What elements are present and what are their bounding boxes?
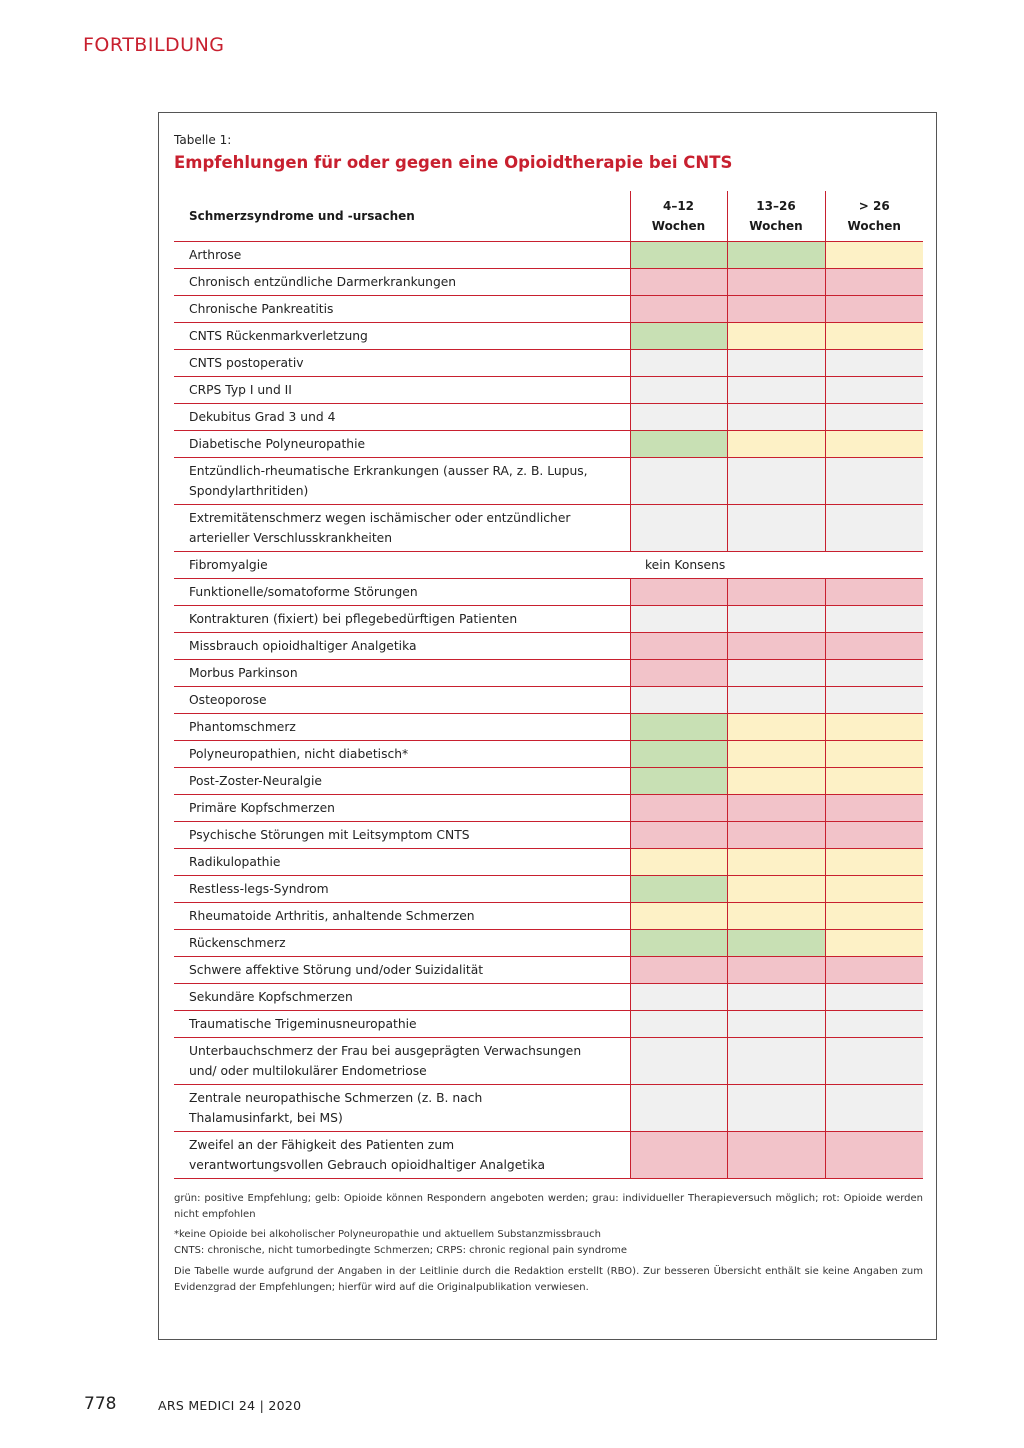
- column-header-line: > 26: [858, 199, 890, 213]
- row-label: Rheumatoide Arthritis, anhaltende Schmerzen: [174, 903, 630, 930]
- recommendation-cell-yellow: [727, 323, 825, 350]
- recommendation-cell-yellow: [825, 431, 923, 458]
- table-row: [174, 984, 923, 1011]
- column-header-over-26: [825, 191, 923, 242]
- recommendation-cell-red: [825, 822, 923, 849]
- recommendation-cell-grey: [630, 404, 727, 431]
- recommendation-cell-grey: [727, 350, 825, 377]
- recommendation-cell-grey: [630, 505, 727, 552]
- recommendation-cell-grey: [825, 505, 923, 552]
- recommendation-cell-red: [630, 957, 727, 984]
- recommendation-cell-yellow: [727, 768, 825, 795]
- recommendation-cell-yellow: [630, 903, 727, 930]
- recommendation-cell-red: [825, 269, 923, 296]
- row-label: Post-Zoster-Neuralgie: [174, 768, 630, 795]
- row-label: Traumatische Trigeminusneuropathie: [174, 1011, 630, 1038]
- row-label: Osteoporose: [174, 687, 630, 714]
- column-header-4-12: [630, 191, 727, 242]
- recommendation-cell-yellow: [727, 741, 825, 768]
- row-label: Sekundäre Kopfschmerzen: [174, 984, 630, 1011]
- recommendation-cell-green: [630, 876, 727, 903]
- recommendation-cell-grey: [630, 458, 727, 505]
- recommendation-cell-yellow: [825, 849, 923, 876]
- table-row: [174, 903, 923, 930]
- recommendation-cell-green: [630, 741, 727, 768]
- recommendation-cell-red: [727, 269, 825, 296]
- column-header-13-26: [727, 191, 825, 242]
- recommendation-cell-grey: [825, 458, 923, 505]
- row-label: Morbus Parkinson: [174, 660, 630, 687]
- recommendation-cell-red: [727, 633, 825, 660]
- row-label: Dekubitus Grad 3 und 4: [174, 404, 630, 431]
- recommendation-cell-grey: [825, 606, 923, 633]
- table-row: [174, 795, 923, 822]
- recommendation-cell-grey: [727, 1038, 825, 1085]
- journal-name: ARS MEDICI 24 | 2020: [158, 1398, 302, 1413]
- recommendation-cell-grey: [727, 606, 825, 633]
- recommendation-cell-yellow: [727, 876, 825, 903]
- recommendation-cell-red: [727, 1132, 825, 1179]
- row-label: CNTS postoperativ: [174, 350, 630, 377]
- table-row: [174, 768, 923, 795]
- table-row: [174, 633, 923, 660]
- row-label: Psychische Störungen mit Leitsymptom CNTS: [174, 822, 630, 849]
- table-box: [158, 112, 937, 1340]
- recommendation-cell-grey: [727, 984, 825, 1011]
- recommendation-cell-red: [630, 660, 727, 687]
- row-label: Primäre Kopfschmerzen: [174, 795, 630, 822]
- table-row: [174, 1085, 923, 1132]
- recommendation-cell-green: [630, 431, 727, 458]
- column-header-syndromes: Schmerzsyndrome und -ursachen: [174, 191, 630, 242]
- column-header-line: Wochen: [847, 219, 901, 233]
- recommendation-cell-red: [825, 1132, 923, 1179]
- recommendation-cell-grey: [825, 984, 923, 1011]
- recommendation-cell-grey: [630, 1085, 727, 1132]
- recommendation-cell-grey: [825, 404, 923, 431]
- recommendation-cell-grey: [727, 687, 825, 714]
- table-row: [174, 404, 923, 431]
- recommendation-cell-red: [727, 296, 825, 323]
- recommendation-cell-red: [727, 579, 825, 606]
- recommendation-cell-green: [727, 930, 825, 957]
- row-label: CRPS Typ I und II: [174, 377, 630, 404]
- row-label: Polyneuropathien, nicht diabetisch*: [174, 741, 630, 768]
- recommendation-cell-green: [630, 768, 727, 795]
- recommendation-cell-yellow: [825, 876, 923, 903]
- column-header-line: 13–26: [756, 199, 796, 213]
- recommendation-cell-yellow: [727, 431, 825, 458]
- recommendation-cell-red: [630, 269, 727, 296]
- row-label: Diabetische Polyneuropathie: [174, 431, 630, 458]
- table-row: [174, 269, 923, 296]
- table-row: [174, 1011, 923, 1038]
- footnote-abbreviations: CNTS: chronische, nicht tumorbedingte Schmerzen; CRPS: chronic regional pain syndrome: [174, 1245, 627, 1256]
- table-row: [174, 350, 923, 377]
- recommendation-cell-grey: [825, 687, 923, 714]
- recommendation-table: [174, 191, 923, 1179]
- recommendation-cell-green: [630, 930, 727, 957]
- recommendation-cell-grey: [630, 1038, 727, 1085]
- table-row: [174, 606, 923, 633]
- recommendation-cell-grey: [727, 660, 825, 687]
- recommendation-cell-yellow: [825, 741, 923, 768]
- recommendation-cell-grey: [825, 660, 923, 687]
- row-label: Arthrose: [174, 242, 630, 269]
- recommendation-cell-yellow: [727, 849, 825, 876]
- table-row: [174, 431, 923, 458]
- table-row: [174, 505, 923, 552]
- recommendation-cell-green: [630, 242, 727, 269]
- table-row: [174, 687, 923, 714]
- row-label: Kontrakturen (fixiert) bei pflegebedürftigen Patienten: [174, 606, 630, 633]
- section-title: FORTBILDUNG: [83, 34, 225, 56]
- row-label: Missbrauch opioidhaltiger Analgetika: [174, 633, 630, 660]
- recommendation-cell-grey: [727, 404, 825, 431]
- table-row: [174, 930, 923, 957]
- recommendation-cell-yellow: [825, 768, 923, 795]
- recommendation-cell-grey: [727, 458, 825, 505]
- recommendation-cell-grey: [630, 606, 727, 633]
- row-label: Chronisch entzündliche Darmerkrankungen: [174, 269, 630, 296]
- table-row: [174, 1132, 923, 1179]
- recommendation-cell-grey: [825, 350, 923, 377]
- recommendation-cell-red: [630, 296, 727, 323]
- recommendation-cell-yellow: [825, 903, 923, 930]
- recommendation-cell-yellow: [825, 323, 923, 350]
- footnote-asterisk: *keine Opioide bei alkoholischer Polyneuropathie und aktuellem Substanzmissbrauch: [174, 1229, 601, 1240]
- table-header-row: [174, 191, 923, 242]
- row-label: Extremitätenschmerz wegen ischämischer oder entzündlicher arterieller Verschlusskrankheiten: [174, 505, 630, 552]
- recommendation-cell-yellow: [825, 242, 923, 269]
- recommendation-cell-red: [630, 1132, 727, 1179]
- row-label: Entzündlich-rheumatische Erkrankungen (ausser RA, z. B. Lupus, Spondylarthritiden): [174, 458, 630, 505]
- row-label: Rückenschmerz: [174, 930, 630, 957]
- table-row: [174, 242, 923, 269]
- recommendation-cell-red: [630, 795, 727, 822]
- page-number: 778: [84, 1394, 117, 1414]
- recommendation-cell-green: [630, 714, 727, 741]
- row-label: Fibromyalgie: [174, 552, 630, 579]
- table-row: [174, 660, 923, 687]
- recommendation-cell-grey: [727, 505, 825, 552]
- table-row: [174, 957, 923, 984]
- recommendation-cell-green: [727, 242, 825, 269]
- table-row: [174, 323, 923, 350]
- recommendation-cell-grey: [630, 350, 727, 377]
- table-body: [174, 242, 923, 1179]
- recommendation-cell-grey: [630, 984, 727, 1011]
- recommendation-cell-red: [825, 795, 923, 822]
- recommendation-cell-red: [825, 633, 923, 660]
- table-row: [174, 458, 923, 505]
- recommendation-cell-red: [727, 795, 825, 822]
- consensus-cell: kein Konsens: [630, 552, 923, 579]
- recommendation-cell-red: [630, 633, 727, 660]
- recommendation-cell-red: [825, 579, 923, 606]
- table-row: [174, 552, 923, 579]
- recommendation-cell-green: [630, 323, 727, 350]
- table-row: [174, 849, 923, 876]
- recommendation-cell-grey: [630, 687, 727, 714]
- footnote-source: Die Tabelle wurde aufgrund der Angaben in der Leitlinie durch die Redaktion erstellt (RBO). Zur besseren Übersicht enthält sie keine Angaben zum Evidenzgrad der Empfehlungen; hierfür wird auf die Originalpublikation verwiesen.: [174, 1266, 923, 1293]
- recommendation-cell-red: [630, 579, 727, 606]
- table-row: [174, 714, 923, 741]
- recommendation-cell-yellow: [825, 714, 923, 741]
- row-label: Unterbauchschmerz der Frau bei ausgeprägten Verwachsungen und/ oder multilokulärer Endometriose: [174, 1038, 630, 1085]
- recommendation-cell-red: [630, 822, 727, 849]
- row-label: Restless-legs-Syndrom: [174, 876, 630, 903]
- table-caption: Tabelle 1:: [174, 133, 232, 147]
- row-label: Chronische Pankreatitis: [174, 296, 630, 323]
- recommendation-cell-yellow: [727, 903, 825, 930]
- footnote-legend: grün: positive Empfehlung; gelb: Opioide können Respondern angeboten werden; grau: individueller Therapieversuch möglich; rot: Opioide werden nicht empfohlen: [174, 1193, 923, 1220]
- recommendation-cell-yellow: [825, 930, 923, 957]
- row-label: Zweifel an der Fähigkeit des Patienten zum verantwortungsvollen Gebrauch opioidhaltiger Analgetika: [174, 1132, 630, 1179]
- recommendation-cell-grey: [630, 1011, 727, 1038]
- recommendation-cell-grey: [727, 1085, 825, 1132]
- table-row: [174, 579, 923, 606]
- table-row: [174, 296, 923, 323]
- recommendation-cell-grey: [630, 377, 727, 404]
- recommendation-cell-grey: [825, 1038, 923, 1085]
- recommendation-cell-red: [727, 822, 825, 849]
- row-label: CNTS Rückenmarkverletzung: [174, 323, 630, 350]
- row-label: Phantomschmerz: [174, 714, 630, 741]
- column-header-line: 4–12: [662, 199, 695, 213]
- table-row: [174, 1038, 923, 1085]
- recommendation-cell-red: [727, 957, 825, 984]
- recommendation-cell-grey: [825, 377, 923, 404]
- recommendation-cell-yellow: [727, 714, 825, 741]
- recommendation-cell-grey: [727, 377, 825, 404]
- column-header-line: Wochen: [651, 219, 706, 233]
- row-label: Funktionelle/somatoforme Störungen: [174, 579, 630, 606]
- row-label: Zentrale neuropathische Schmerzen (z. B. nach Thalamusinfarkt, bei MS): [174, 1085, 630, 1132]
- row-label: Schwere affektive Störung und/oder Suizidalität: [174, 957, 630, 984]
- recommendation-cell-grey: [825, 1085, 923, 1132]
- table-row: [174, 876, 923, 903]
- column-header-line: Wochen: [749, 219, 803, 233]
- row-label: Radikulopathie: [174, 849, 630, 876]
- recommendation-cell-yellow: [630, 849, 727, 876]
- table-row: [174, 822, 923, 849]
- recommendation-cell-grey: [825, 1011, 923, 1038]
- table-row: [174, 377, 923, 404]
- recommendation-cell-red: [825, 957, 923, 984]
- table-title: Empfehlungen für oder gegen eine Opioidtherapie bei CNTS: [174, 153, 733, 172]
- recommendation-cell-red: [825, 296, 923, 323]
- table-row: [174, 741, 923, 768]
- recommendation-cell-grey: [727, 1011, 825, 1038]
